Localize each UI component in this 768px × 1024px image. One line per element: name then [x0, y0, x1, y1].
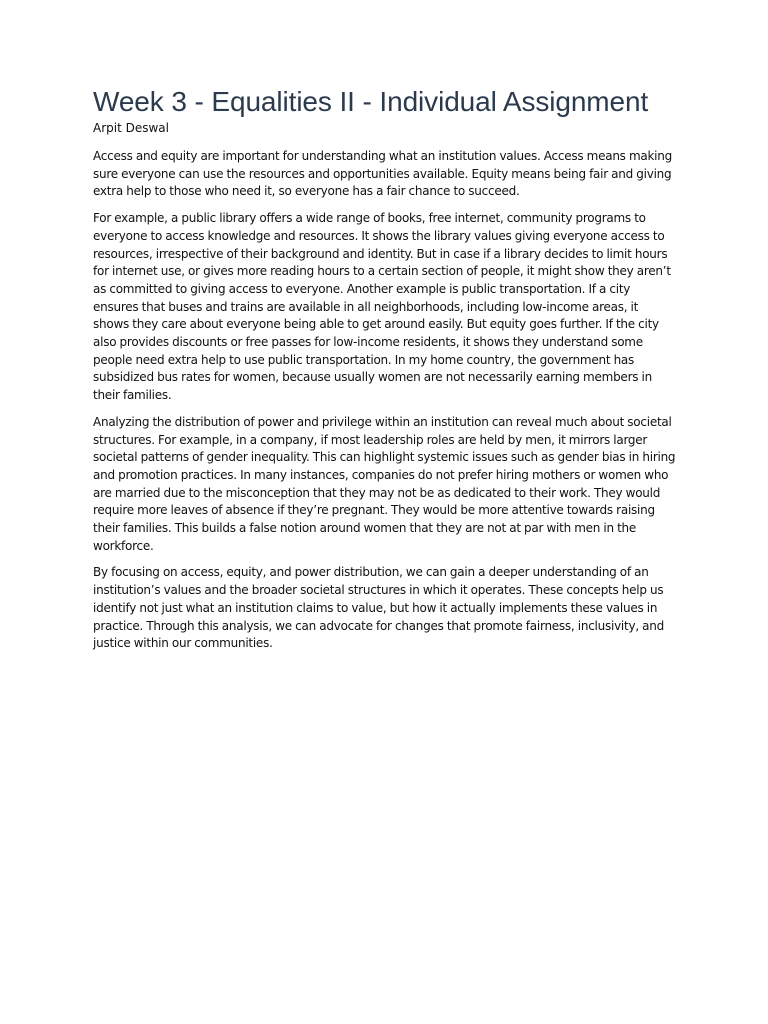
paragraph-examples: For example, a public library offers a wide range of books, free internet, community programs to everyone to access knowledge and resources. It shows the library values giving everyone access to resources, irrespective of their background and identity. But in case if a library decides to limit hours for internet use, or gives more reading hours to a certain section of people, it might show they aren’t as committed to giving access to everyone. Another example is public transportation. If a city ensures that buses and trains are available in all neighborhoods, including low-income areas, it shows they care about everyone being able to get around easily. But equity goes further. If the city also provides discounts or free passes for low-income residents, it shows they understand some people need extra help to use public transportation. In my home country, the government has subsidized bus rates for women, because usually women are not necessarily earning members in their families.: [93, 211, 671, 403]
paragraph-conclusion: By focusing on access, equity, and power distribution, we can gain a deeper understanding of an institution’s values and the broader societal structures in which it operates. These concepts help us identify not just what an institution claims to value, but how it actually implements these values in practice. Through this analysis, we can advocate for changes that promote fairness, inclusivity, and justice within our communities.: [93, 565, 664, 651]
paragraph-access-equity: Access and equity are important for understanding what an institution values. Access means making sure everyone can use the resources and opportunities available. Equity means being fair and giving extra help to those who need it, so everyone has a fair chance to succeed.: [93, 149, 672, 199]
paragraph-power-privilege: Analyzing the distribution of power and privilege within an institution can reveal much about societal structures. For example, in a company, if most leadership roles are held by men, it mirrors larger societal patterns of gender inequality. This can highlight systemic issues such as gender bias in hiring and promotion practices. In many instances, companies do not prefer hiring mothers or women who are married due to the misconception that they may not be as dedicated to their work. They would require more leaves of absence if they’re pregnant. They would be more attentive towards raising their families. This builds a false notion around women that they are not at par with men in the workforce.: [93, 414, 676, 553]
document-page: [93, 84, 677, 662]
document-title: Week 3 - Equalities II - Individual Assignment: [93, 86, 649, 117]
author-name: Arpit Deswal: [93, 121, 169, 135]
